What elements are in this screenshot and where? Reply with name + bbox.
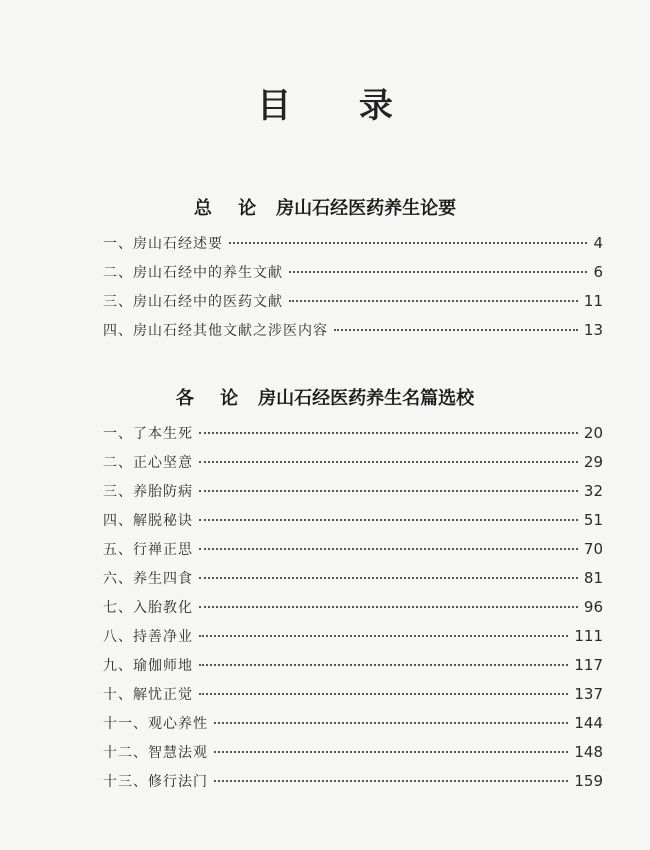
toc-entry-label: 二、正心坚意	[103, 455, 193, 471]
toc-entry-page: 159	[574, 772, 603, 790]
section-kind: 总 论	[193, 198, 267, 219]
page-title: 目 录	[257, 86, 421, 126]
dot-leader	[229, 242, 587, 244]
toc-entry-label: 十三、修行法门	[103, 774, 208, 790]
toc-entry-page: 81	[583, 569, 603, 587]
dot-leader	[199, 548, 578, 550]
toc-entry-label: 八、持善净业	[103, 629, 193, 645]
dot-leader	[334, 329, 578, 331]
toc-entry[interactable]	[103, 423, 603, 452]
toc-entry-label: 五、行禅正思	[103, 542, 193, 558]
dot-leader	[214, 722, 568, 724]
dot-leader	[289, 271, 587, 273]
toc-entry-page: 144	[574, 714, 603, 732]
toc-entry-page: 137	[574, 685, 603, 703]
toc-entry-page: 117	[574, 656, 603, 674]
section-name: 房山石经医药养生论要	[276, 198, 457, 219]
dot-leader	[199, 664, 568, 666]
toc-entry[interactable]	[103, 262, 603, 291]
dot-leader	[199, 519, 578, 521]
toc-entry-label: 三、房山石经中的医药文献	[103, 294, 283, 310]
dot-leader	[199, 432, 578, 434]
section-name: 房山石经医药养生名篇选校	[258, 388, 475, 409]
dot-leader	[199, 693, 568, 695]
toc-entry-page: 148	[574, 743, 603, 761]
dot-leader	[199, 461, 578, 463]
toc-entry-label: 七、入胎教化	[103, 600, 193, 616]
toc-entry-page: 111	[574, 627, 603, 645]
dot-leader	[199, 490, 578, 492]
toc-entry-page: 51	[583, 511, 603, 529]
toc-entry-label: 四、解脱秘诀	[103, 513, 193, 529]
toc-entry[interactable]	[103, 655, 603, 684]
section-heading-specific	[0, 384, 650, 410]
dot-leader	[199, 606, 578, 608]
toc-entry-page: 70	[583, 540, 603, 558]
toc-entry-page: 4	[593, 234, 603, 252]
toc-entry-page: 20	[583, 424, 603, 442]
toc-entry-label: 一、了本生死	[103, 426, 193, 442]
section-kind: 各 论	[175, 388, 249, 409]
toc-entry-label: 十一、观心养性	[103, 716, 208, 732]
dot-leader	[199, 635, 568, 637]
toc-entry[interactable]	[103, 481, 603, 510]
toc-entry-page: 96	[583, 598, 603, 616]
toc-entry[interactable]	[103, 742, 603, 771]
toc-entry[interactable]	[103, 320, 603, 349]
toc-list-general	[103, 233, 603, 349]
toc-entry[interactable]	[103, 684, 603, 713]
toc-entry[interactable]	[103, 539, 603, 568]
toc-entry-label: 六、养生四食	[103, 571, 193, 587]
section-heading-general	[0, 194, 650, 220]
dot-leader	[214, 751, 568, 753]
toc-entry-label: 十、解忧正觉	[103, 687, 193, 703]
toc-entry[interactable]	[103, 452, 603, 481]
toc-list-specific	[103, 423, 603, 800]
toc-entry-page: 11	[583, 292, 603, 310]
toc-entry-page: 32	[583, 482, 603, 500]
toc-entry[interactable]	[103, 626, 603, 655]
toc-entry-label: 二、房山石经中的养生文献	[103, 265, 283, 281]
toc-entry[interactable]	[103, 291, 603, 320]
toc-entry[interactable]	[103, 771, 603, 800]
toc-entry[interactable]	[103, 597, 603, 626]
toc-entry-page: 6	[593, 263, 603, 281]
dot-leader	[199, 577, 578, 579]
dot-leader	[289, 300, 578, 302]
toc-entry[interactable]	[103, 233, 603, 262]
toc-entry-label: 九、瑜伽师地	[103, 658, 193, 674]
toc-entry-label: 三、养胎防病	[103, 484, 193, 500]
toc-entry-page: 13	[583, 321, 603, 339]
toc-entry[interactable]	[103, 713, 603, 742]
toc-entry[interactable]	[103, 510, 603, 539]
toc-entry-label: 四、房山石经其他文献之涉医内容	[103, 323, 328, 339]
toc-entry-label: 十二、智慧法观	[103, 745, 208, 761]
toc-entry[interactable]	[103, 568, 603, 597]
dot-leader	[214, 780, 568, 782]
toc-entry-label: 一、房山石经述要	[103, 236, 223, 252]
toc-entry-page: 29	[583, 453, 603, 471]
